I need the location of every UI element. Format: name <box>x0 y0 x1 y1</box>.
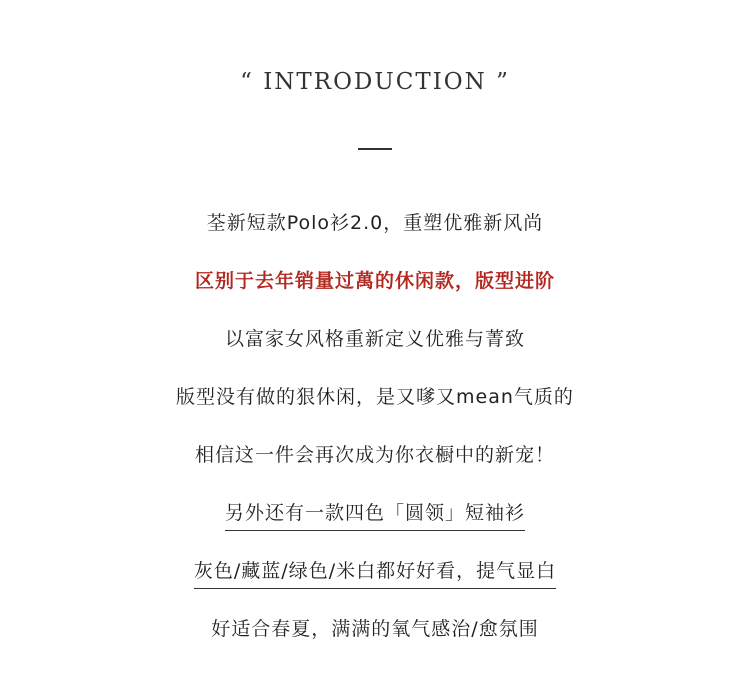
intro-line-6-underlined <box>0 499 750 531</box>
heading-divider <box>358 148 392 150</box>
intro-line-1-text: 荃新短款Polo衫2.0，重塑优雅新风尚 <box>206 212 544 234</box>
intro-line-8-text: 好适合春夏，满满的氧气感治/愈氛围 <box>211 618 539 640</box>
intro-line-2-highlight <box>0 267 750 295</box>
intro-line-3-text: 以富家女风格重新定义优雅与菁致 <box>224 328 525 350</box>
intro-line-4-text: 版型没有做的狠休闲，是又嗲又mean气质的 <box>176 386 574 408</box>
intro-line-3 <box>0 325 750 353</box>
intro-line-7-text: 灰色/藏蓝/绿色/米白都好好看，提气显白 <box>194 557 556 589</box>
intro-line-5 <box>0 441 750 469</box>
intro-line-6-text: 另外还有一款四色「圆领」短袖衫 <box>225 499 525 531</box>
intro-line-4 <box>0 383 750 411</box>
intro-line-5-text: 相信这一件会再次成为你衣橱中的新宠！ <box>194 444 555 466</box>
intro-line-7-underlined <box>0 557 750 589</box>
intro-line-8 <box>0 615 750 643</box>
introduction-heading: “ INTRODUCTION ” <box>240 69 510 95</box>
intro-line-2-text: 区别于去年销量过萬的休闲款，版型进阶 <box>194 270 555 292</box>
intro-line-1 <box>0 209 750 237</box>
